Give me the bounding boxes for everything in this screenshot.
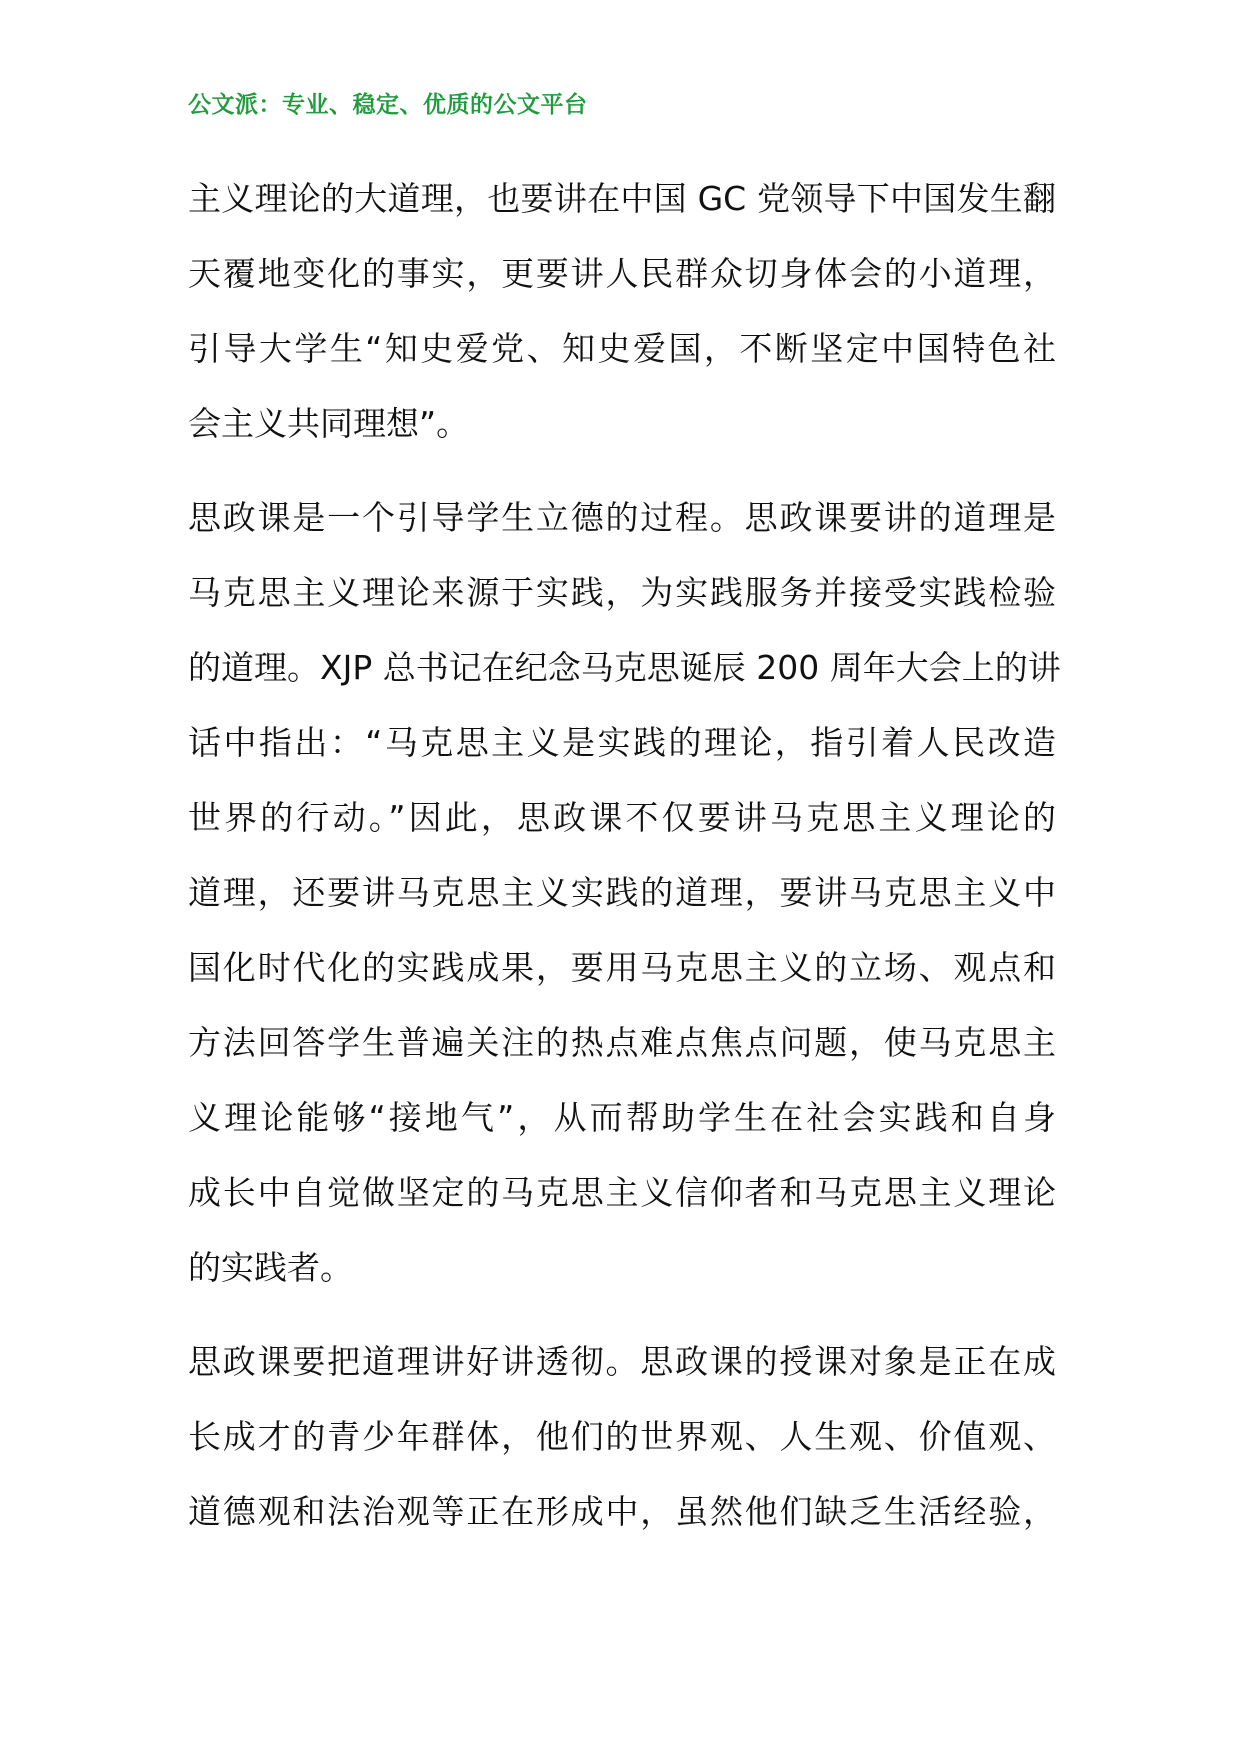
text-line: 道德观和法治观等正在形成中，虽然他们缺乏生活经验， — [188, 1492, 1056, 1531]
text-line: 引导大学生“知史爱党、知史爱国，不断坚定中国特色社 — [188, 329, 1056, 368]
text-line: 的实践者。 — [188, 1248, 353, 1287]
text-line: 方法回答学生普遍关注的热点难点焦点问题，使马克思主 — [188, 1023, 1056, 1062]
text-line: 主义理论的大道理，也要讲在中国 GC 党领导下中国发生翻 — [188, 179, 1056, 218]
text-line: 思政课是一个引导学生立德的过程。思政课要讲的道理是 — [188, 498, 1056, 537]
text-line: 国化时代化的实践成果，要用马克思主义的立场、观点和 — [188, 948, 1056, 987]
paragraph — [188, 487, 1061, 1312]
text-line: 的道理。XJP 总书记在纪念马克思诞辰 200 周年大会上的讲 — [188, 648, 1061, 687]
text-line: 思政课要把道理讲好讲透彻。思政课的授课对象是正在成 — [188, 1342, 1056, 1381]
page-header: 公文派：专业、稳定、优质的公文平台 — [188, 91, 588, 118]
paragraph — [188, 168, 1056, 468]
text-line: 世界的行动。”因此，思政课不仅要讲马克思主义理论的 — [188, 798, 1056, 837]
text-line: 话中指出：“马克思主义是实践的理论，指引着人民改造 — [188, 723, 1056, 762]
text-line: 道理，还要讲马克思主义实践的道理，要讲马克思主义中 — [188, 873, 1056, 912]
text-line: 成长中自觉做坚定的马克思主义信仰者和马克思主义理论 — [188, 1173, 1056, 1212]
document-body — [188, 168, 1061, 1575]
paragraph — [188, 1331, 1056, 1556]
text-line: 长成才的青少年群体，他们的世界观、人生观、价值观、 — [188, 1417, 1056, 1456]
text-line: 会主义共同理想”。 — [188, 404, 470, 443]
text-line: 义理论能够“接地气”，从而帮助学生在社会实践和自身 — [188, 1098, 1056, 1137]
text-line: 天覆地变化的事实，更要讲人民群众切身体会的小道理， — [188, 254, 1056, 293]
text-line: 马克思主义理论来源于实践，为实践服务并接受实践检验 — [188, 573, 1056, 612]
